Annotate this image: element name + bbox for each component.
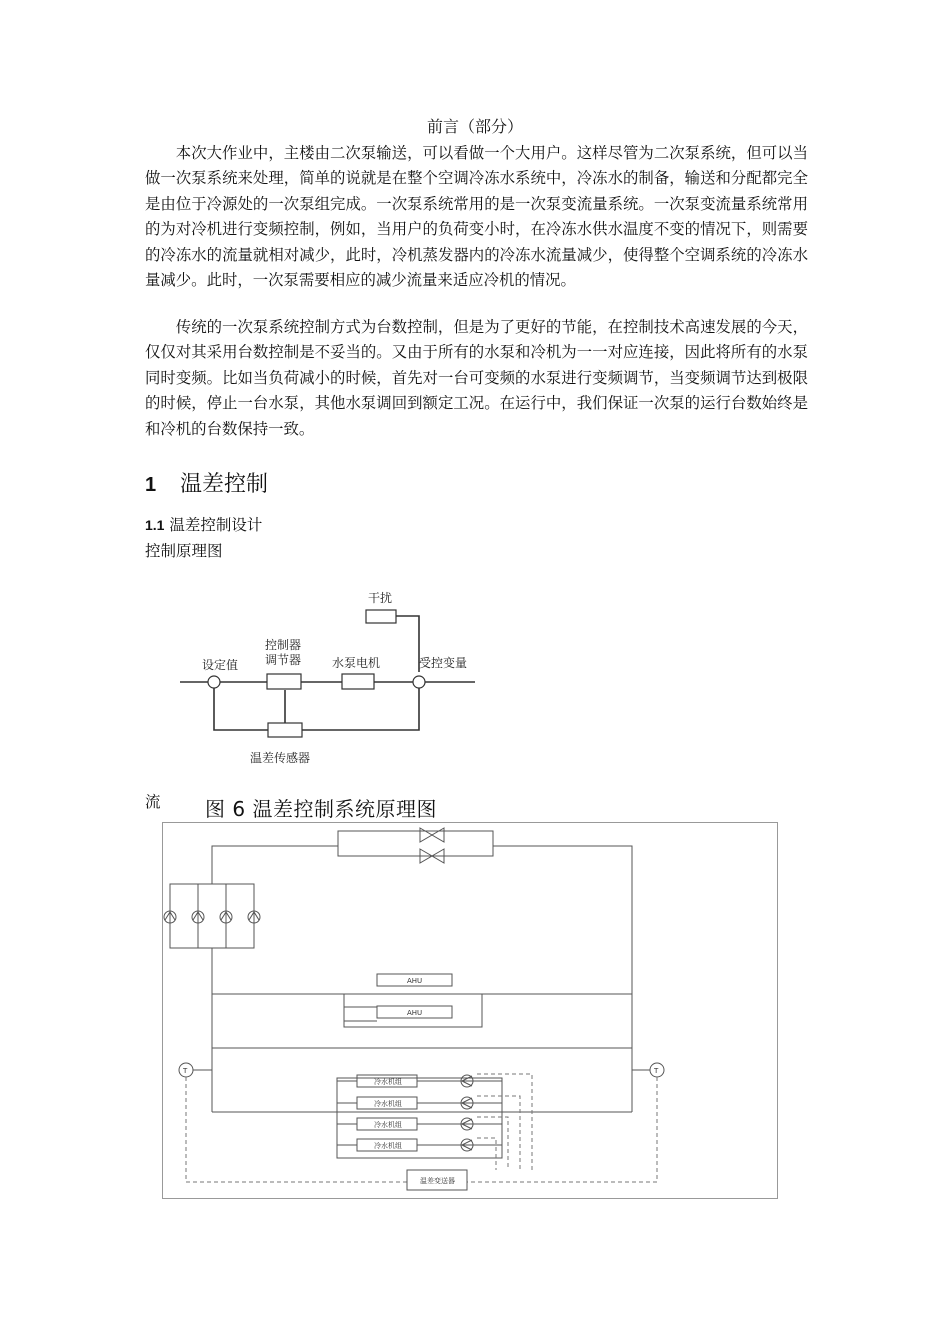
sensor-symbol-right: T [654,1067,659,1075]
ahu-label-2: AHU [407,1009,423,1017]
disturbance-box [366,610,396,623]
page-title: 前言（部分） [426,117,523,136]
top-left-pipe [212,846,338,884]
pump-motor-box [342,674,374,689]
bypass-valve-icon [420,828,444,842]
control-block-diagram [170,580,500,780]
paragraph-2: 传统的一次泵系统控制方式为台数控制，但是为了更好的节能，在控制技术高速发展的今天，仅仅对其采用台数控制是不妥当的。又由于所有的水泵和冷机为一一对应连接，因此将所有的水泵同时变频。比如当负荷减小的时候，首先对一台可变频的水泵进行变频调节，当变频调节达到极限的时候，停止一台水泵，其他水泵调回到额定工况。在运行中，我们保证一次泵的运行台数始终是和冷机的台数保持一致。 [145,318,808,438]
sensor-label: 温差传感器 [250,751,311,765]
chiller-label: 冷水机组 [374,1100,402,1108]
top-right-pipe [493,846,632,1058]
subsection-title: 温差控制设计 [169,516,263,534]
vfd-label: 温差变送器 [420,1177,455,1185]
section-title: 温差控制 [180,472,269,497]
subsection-number: 1.1 [145,517,165,533]
chiller-label: 冷水机组 [374,1121,402,1129]
paragraph-1: 本次大作业中，主楼由二次泵输送，可以看做一个大用户。这样尽管为二次泵系统，但可以当做一次泵系统来处理，简单的说就是在整个空调冷冻水系统中，冷冻水的制备，输送和分配都完全是由位于冷源处的一次泵组完成。一次泵系统常用的是一次泵变流量系统。一次泵变流量系统常用的为对冷机进行变频控制，例如，当用户的负荷变小时，在冷冻水供水温度不变的情况下，则需要的冷冻水的流量就相对减少，此时，冷机蒸发器内的冷冻水流量减少，使得整个空调系统的冷冻水量减少。此时，一次泵需要相应的减少流量来适应冷机的情况。 [145,144,808,290]
ahu-label-1: AHU [407,977,423,985]
control-wire-pumps [477,1074,532,1170]
schematic-frame [163,823,778,1199]
setpoint-label: 设定值 [202,658,239,672]
feedback-line-left [214,688,268,730]
output-junction [413,676,425,688]
bypass-valve-group [338,831,493,856]
pump-manifold [170,884,254,948]
ahu-pipe [344,994,377,1007]
control-wire-right [467,1077,657,1182]
system-schematic [162,822,778,1199]
disturbance-label: 干扰 [368,591,393,605]
chiller-label: 冷水机组 [374,1142,402,1150]
summing-junction [208,676,220,688]
sensor-symbol-left: T [183,1067,188,1075]
controller-box [267,674,301,689]
chiller-label: 冷水机组 [374,1078,402,1086]
controller-label-2: 调节器 [265,653,302,667]
sensor-box [268,723,302,737]
diagram-label: 控制原理图 [145,542,223,560]
subsection-heading [145,514,262,536]
section-heading [145,470,268,500]
figure-caption: 图 6 温差控制系统原理图 [205,797,437,821]
chiller-rows [337,1075,502,1151]
flow-prefix-text: 流 [145,793,161,811]
controller-label-1: 控制器 [265,638,302,652]
pump-icons [164,911,260,923]
pump-motor-label: 水泵电机 [332,656,381,670]
controlled-variable-label: 受控变量 [419,656,468,670]
disturbance-line [396,616,419,672]
section-number: 1 [145,474,157,496]
feedback-line-right [302,688,419,730]
